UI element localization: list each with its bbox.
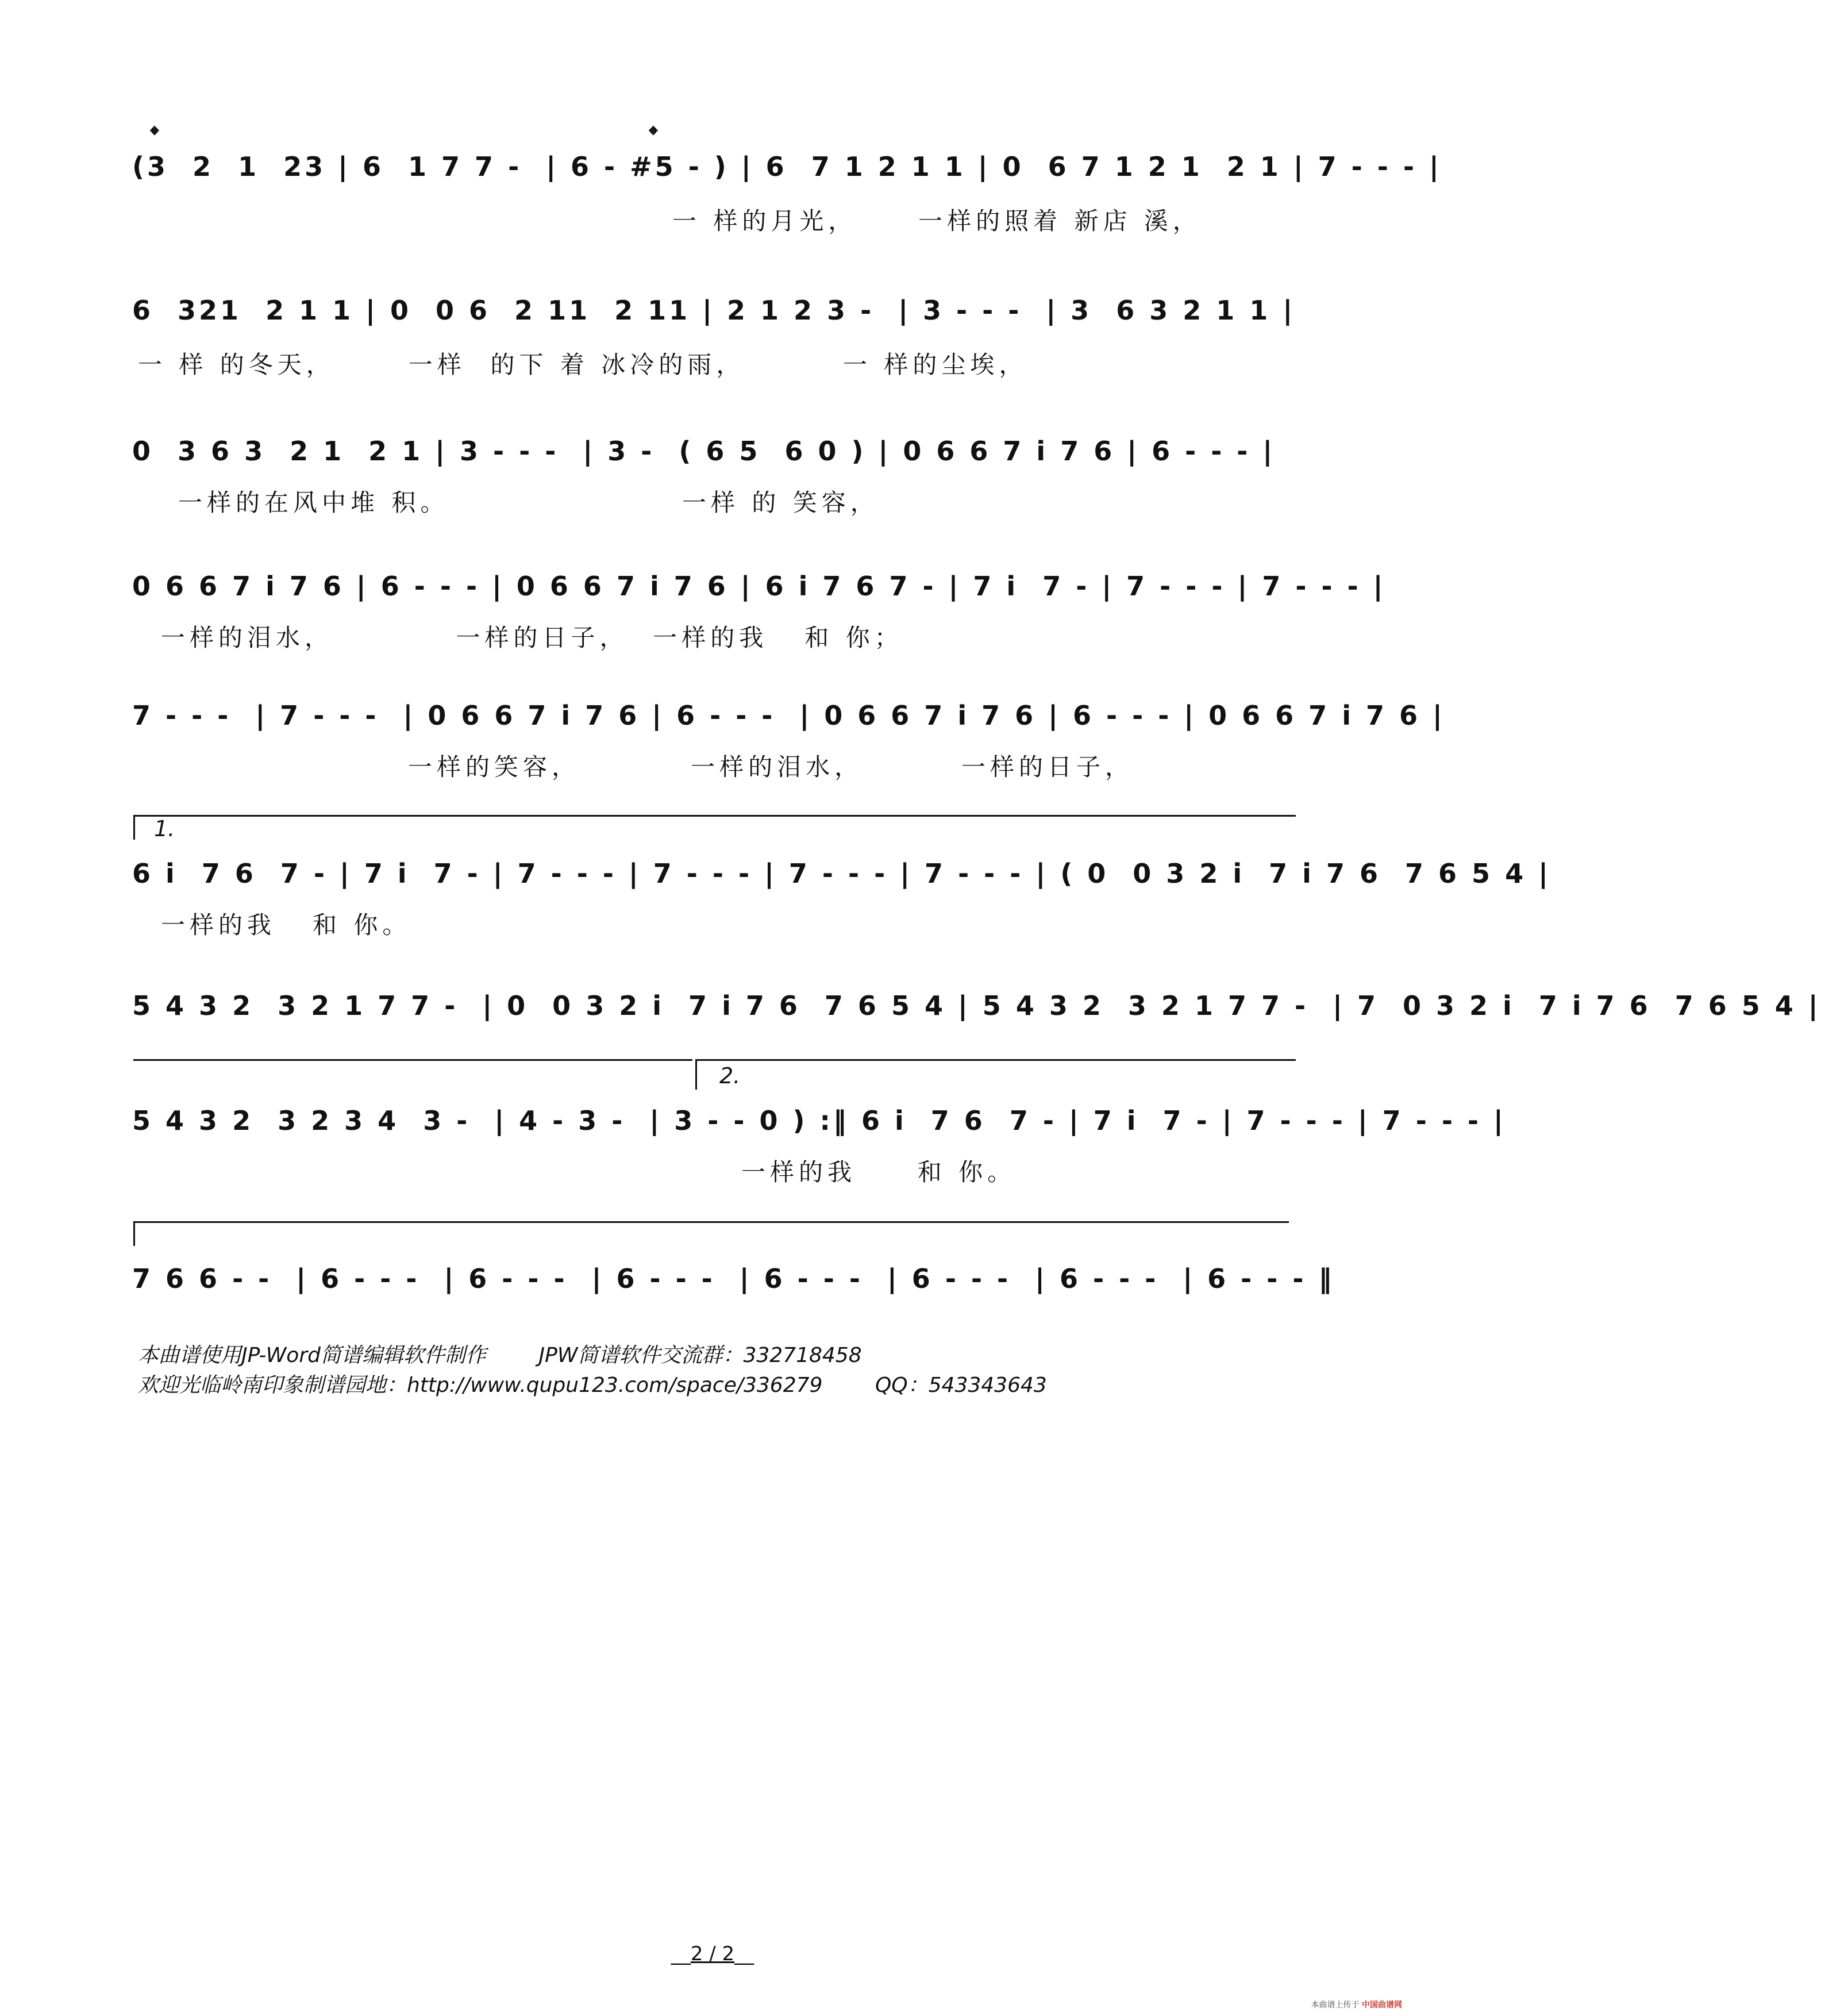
notation-line: 0 3 6 3 2 1 2 1 | 3 - - - | 3 - ( 6 5 6 0 ) | 0 6 6 7 i 7 6 | 6 - - - |	[132, 436, 1276, 467]
volta-bracket-1	[133, 815, 1296, 840]
volta-label-2: 2.	[719, 1063, 741, 1088]
lyric-line: 一样的我 和 你。	[741, 1158, 1017, 1186]
page-number: __2 / 2__	[671, 1942, 754, 1965]
page-number-text: 2 / 2	[690, 1942, 735, 1965]
notation-line: 5 4 3 2 3 2 3 4 3 - | 4 - 3 - | 3 - - 0 ) :‖ 6 i 7 6 7 - | 7 i 7 - | 7 - - - | 7 - - - |	[132, 1105, 1506, 1136]
notation-line: 6 i 7 6 7 - | 7 i 7 - | 7 - - - | 7 - - - | 7 - - - | 7 - - - | ( 0 0 3 2 i 7 i 7 6 7 6 5 4 |	[132, 858, 1551, 889]
notation-line: (3 2 1 23 | 6 1 7 7 - | 6 - #5 - ) | 6 7 1 2 1 1 | 0 6 7 1 2 1 2 1 | 7 - - - |	[132, 151, 1442, 182]
lyric-line: 一样的笑容， 一样的泪水， 一样的日子，	[408, 753, 1134, 781]
volta-label-1: 1.	[154, 816, 175, 841]
notation-line: 7 6 6 - - | 6 - - - | 6 - - - | 6 - - - | 6 - - - | 6 - - - | 6 - - - | 6 - - - ‖	[132, 1263, 1335, 1294]
lyric-line: 一 样 的冬天， 一样 的下 着 冰冷的雨， 一 样的尘埃，	[138, 351, 1028, 379]
footer-line-2: 欢迎光临岭南印象制谱园地：http://www.qupu123.com/space/336279 QQ：543343643	[138, 1374, 1047, 1397]
coda-sign-1: 𝄌	[151, 122, 159, 148]
volta-bracket-top	[133, 1059, 692, 1061]
notation-line: 6 321 2 1 1 | 0 0 6 2 11 2 11 | 2 1 2 3 - | 3 - - - | 3 6 3 2 1 1 |	[132, 295, 1296, 326]
lyric-line: 一样的泪水， 一样的日子， 一样的我 和 你；	[161, 624, 903, 652]
site-watermark	[1311, 1999, 1402, 2010]
lyric-line: 一样的在风中堆 积。 一样 的 笑容，	[178, 488, 879, 517]
lyric-line: 一 样的月光， 一样的照着 新店 溪，	[672, 207, 1202, 235]
notation-line: 0 6 6 7 i 7 6 | 6 - - - | 0 6 6 7 i 7 6 | 6 i 7 6 7 - | 7 i 7 - | 7 - - - | 7 - - - |	[132, 571, 1386, 602]
lyric-line: 一样的我 和 你。	[161, 911, 411, 939]
footer-line-1: 本曲谱使用JP-Word简谱编辑软件制作 JPW简谱软件交流群：332718458	[138, 1344, 862, 1367]
corner-note: 本曲谱上传于	[1311, 2000, 1360, 2010]
notation-line: 7 - - - | 7 - - - | 0 6 6 7 i 7 6 | 6 - - - | 0 6 6 7 i 7 6 | 6 - - - | 0 6 6 7 i 7 6 |	[132, 700, 1445, 731]
notation-line: 5 4 3 2 3 2 1 7 7 - | 0 0 3 2 i 7 i 7 6 7 6 5 4 | 5 4 3 2 3 2 1 7 7 - | 7 0 3 2 i 7 i 7 6 7 6 5 4 |	[132, 990, 1821, 1021]
corner-brand: 中国曲谱网	[1362, 2000, 1402, 2010]
coda-sign-2: 𝄌	[649, 122, 657, 148]
slur-bracket	[133, 1221, 1289, 1246]
volta-bracket-2	[695, 1059, 1296, 1090]
